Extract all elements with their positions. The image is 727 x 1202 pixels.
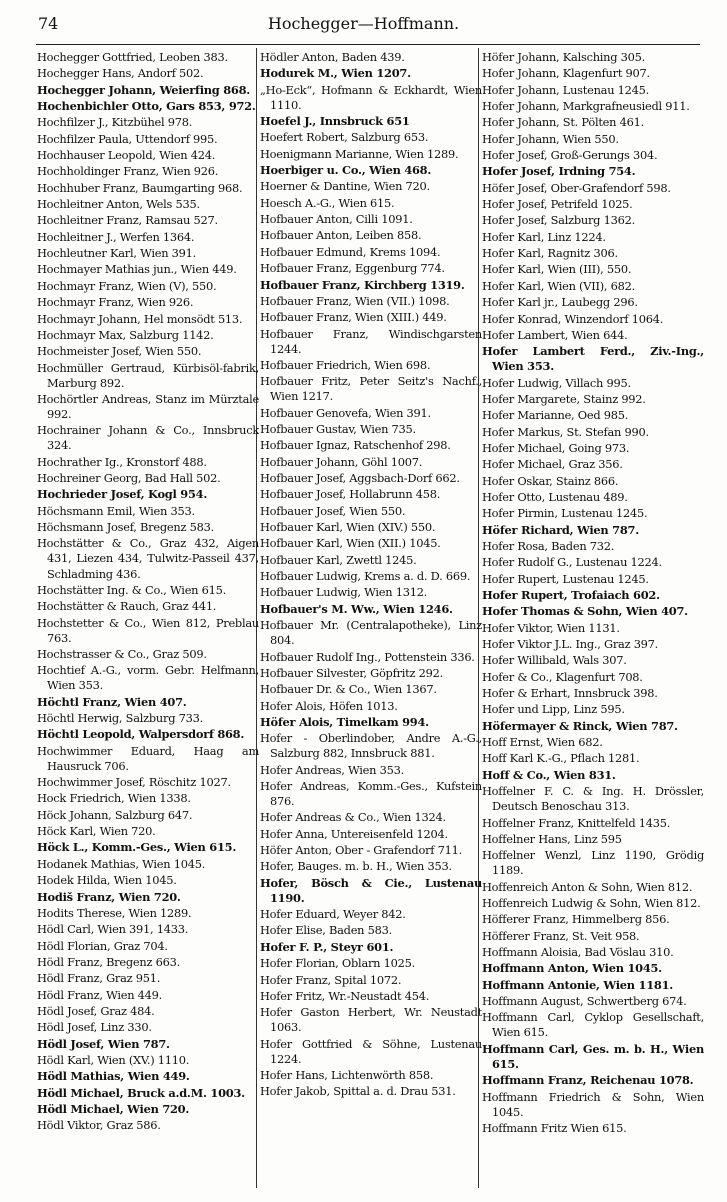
directory-entry: Hofer Viktor J.L. Ing., Graz 397. bbox=[482, 637, 659, 652]
directory-entry: Hochleutner Karl, Wien 391. bbox=[37, 246, 197, 261]
directory-entry: Hofbauer Johann, Göhl 1007. bbox=[260, 454, 423, 469]
directory-entry: Hochreiner Georg, Bad Hall 502. bbox=[37, 471, 221, 486]
directory-entry: Hofer Andreas, Wien 353. bbox=[260, 762, 404, 777]
directory-entry: Hofer Johann, Markgrafneusiedl 911. bbox=[482, 99, 690, 114]
directory-entry: Hoff & Co., Wien 831. bbox=[482, 767, 616, 782]
directory-entry: Hoff Ernst, Wien 682. bbox=[482, 735, 603, 750]
directory-entry: Hofbauer Anton, Leiben 858. bbox=[260, 228, 422, 243]
directory-entry: Hochmayr Johann, Hel monsödt 513. bbox=[37, 311, 243, 326]
directory-entry: Hodanek Mathias, Wien 1045. bbox=[37, 856, 206, 871]
directory-entry: Hofer Karl, Ragnitz 306. bbox=[482, 246, 618, 261]
directory-entry: Hoefel J., Innsbruck 651 bbox=[260, 114, 410, 129]
directory-entry: Hochtief A.-G., vorm. Gebr. Helfmann, Wien 353. bbox=[37, 663, 259, 693]
directory-entry: Hofer Fritz, Wr.-Neustadt 454. bbox=[260, 988, 430, 1003]
directory-entry: Hochörtler Andreas, Stanz im Mürztale 992. bbox=[37, 391, 259, 421]
directory-entry: Höfer Josef, Ober-Grafendorf 598. bbox=[482, 180, 671, 195]
directory-entry: Höfferer Franz, Himmelberg 856. bbox=[482, 912, 670, 927]
directory-entry: Hofbauer Franz, Windischgarsten 1244. bbox=[260, 326, 482, 356]
directory-entry: Höchsmann Josef, Bregenz 583. bbox=[37, 520, 214, 535]
directory-entry: Höchtl Leopold, Walpersdorf 868. bbox=[37, 727, 245, 742]
directory-entry: Hofbauer Karl, Zwettl 1245. bbox=[260, 552, 417, 567]
directory-entry: Hofbauer Ludwig, Wien 1312. bbox=[260, 585, 428, 600]
directory-entry: Hofer und Lipp, Linz 595. bbox=[482, 702, 625, 717]
directory-entry: Hödl Franz, Wien 449. bbox=[37, 987, 163, 1002]
directory-entry: Hochmüller Gertraud, Kürbisöl-fabrik, Marburg 892. bbox=[37, 360, 259, 390]
directory-entry: Hödl Florian, Graz 704. bbox=[37, 938, 168, 953]
directory-entry: Hofer Karl jr., Laubegg 296. bbox=[482, 295, 638, 310]
directory-entry: Hofer Ludwig, Villach 995. bbox=[482, 375, 631, 390]
directory-entry: Hoffmann Fritz Wien 615. bbox=[482, 1120, 627, 1135]
directory-entry: Hoefert Robert, Salzburg 653. bbox=[260, 130, 429, 145]
directory-entry: Hoffenreich Anton & Sohn, Wien 812. bbox=[482, 879, 693, 894]
directory-entry: Hoffmann Friedrich & Sohn, Wien 1045. bbox=[482, 1089, 704, 1119]
directory-entry: Hochstätter Ing. & Co., Wien 615. bbox=[37, 582, 227, 597]
directory-entry: Hödl Franz, Bregenz 663. bbox=[37, 954, 180, 969]
directory-entry: Hodits Therese, Wien 1289. bbox=[37, 905, 192, 920]
directory-entry: Hofbauer Edmund, Krems 1094. bbox=[260, 244, 441, 259]
directory-entry: Hofbauer Rudolf Ing., Pottenstein 336. bbox=[260, 649, 475, 664]
directory-entry: Hofer Rosa, Baden 732. bbox=[482, 539, 615, 554]
directory-entry: Hochmayr Max, Salzburg 1142. bbox=[37, 327, 214, 342]
directory-entry: Höchsmann Emil, Wien 353. bbox=[37, 503, 195, 518]
running-title: Hochegger—Hoffmann. bbox=[267, 14, 460, 33]
directory-entry: Hofer Viktor, Wien 1131. bbox=[482, 620, 620, 635]
directory-entry: Hofer Markus, St. Stefan 990. bbox=[482, 424, 649, 439]
directory-entry: Hödl Josef, Wien 787. bbox=[37, 1036, 170, 1051]
directory-entry: Hofer Anna, Untereisenfeld 1204. bbox=[260, 826, 448, 841]
directory-entry: Hofer Rupert, Lustenau 1245. bbox=[482, 571, 649, 586]
directory-entry: Hödl Josef, Linz 330. bbox=[37, 1020, 152, 1035]
directory-entry: Höfferer Franz, St. Veit 958. bbox=[482, 928, 640, 943]
directory-entry: Hofbauer Karl, Wien (XIV.) 550. bbox=[260, 520, 436, 535]
directory-entry: Hochmayr Franz, Wien (V), 550. bbox=[37, 278, 217, 293]
directory-entry: Hofer Rudolf G., Lustenau 1224. bbox=[482, 555, 662, 570]
directory-entry: Hochleitner Franz, Ramsau 527. bbox=[37, 213, 218, 228]
directory-entry: Höck L., Komm.-Ges., Wien 615. bbox=[37, 840, 237, 855]
directory-entry: Hödl Viktor, Graz 586. bbox=[37, 1118, 161, 1133]
directory-entry: Hochleitner Anton, Wels 535. bbox=[37, 197, 200, 212]
directory-entry: Hofer Lambert Ferd., Ziv.-Ing., Wien 353. bbox=[482, 344, 704, 374]
directory-entry: Hoerner & Dantine, Wien 720. bbox=[260, 179, 430, 194]
directory-entry: Hofbauer Franz, Eggenburg 774. bbox=[260, 261, 445, 276]
directory-entry: Hofer & Co., Klagenfurt 708. bbox=[482, 669, 643, 684]
directory-entry: Hoenigmann Marianne, Wien 1289. bbox=[260, 146, 459, 161]
directory-entry: Hofbauer Fritz, Peter Seitz's Nachf., Wien 1217. bbox=[260, 374, 482, 404]
directory-entry: Hofer Johann, Wien 550. bbox=[482, 131, 619, 146]
directory-entry: Hofbauer's M. Ww., Wien 1246. bbox=[260, 601, 453, 616]
directory-entry: Höchtl Franz, Wien 407. bbox=[37, 694, 187, 709]
directory-entry: Höfer Johann, Kalsching 305. bbox=[482, 50, 646, 64]
directory-entry: Hofer Gottfried & Söhne, Lustenau 1224. bbox=[260, 1036, 482, 1066]
directory-entry: Hofer Jakob, Spittal a. d. Drau 531. bbox=[260, 1084, 456, 1099]
directory-entry: Hofer Josef, Groß-Gerungs 304. bbox=[482, 148, 658, 163]
header-rule bbox=[36, 44, 700, 45]
directory-entry: Hofer Florian, Oblarn 1025. bbox=[260, 956, 415, 971]
directory-entry: Hochegger Gottfried, Leoben 383. bbox=[37, 50, 228, 64]
directory-entry: Hoffmann Carl, Cyklop Gesellschaft, Wien 615. bbox=[482, 1010, 704, 1040]
directory-entry: Hoffelner F. C. & Ing. H. Drössler, Deutsch Benoschau 313. bbox=[482, 784, 704, 814]
directory-entry: Hoffelner Wenzl, Linz 1190, Grödig 1189. bbox=[482, 848, 704, 878]
directory-entry: Hofbauer Gustav, Wien 735. bbox=[260, 422, 416, 437]
directory-entry: Hofer Elise, Baden 583. bbox=[260, 923, 393, 938]
directory-entry: Hochstätter & Co., Graz 432, Aigen 431, Liezen 434, Tulwitz-Passeil 437, Schladming 436. bbox=[37, 536, 259, 581]
directory-entry: Höfer Alois, Timelkam 994. bbox=[260, 714, 429, 729]
directory-entry: Hödl Karl, Wien (XV.) 1110. bbox=[37, 1052, 190, 1067]
directory-entry: Hochwimmer Josef, Röschitz 1027. bbox=[37, 775, 231, 790]
directory-entry: Hofer Michael, Going 973. bbox=[482, 440, 630, 455]
directory-entry: Hofbauer Dr. & Co., Wien 1367. bbox=[260, 682, 437, 697]
directory-entry: Hochmayer Mathias jun., Wien 449. bbox=[37, 262, 237, 277]
directory-entry: Hoffmann August, Schwertberg 674. bbox=[482, 994, 687, 1009]
directory-entry: Hochmeister Josef, Wien 550. bbox=[37, 344, 202, 359]
directory-entry: Hofbauer Friedrich, Wien 698. bbox=[260, 357, 431, 372]
directory-entry: Hofbauer Genovefa, Wien 391. bbox=[260, 405, 431, 420]
directory-entry: Hofer - Oberlindober, Andre A.-G., Salzburg 882, Innsbruck 881. bbox=[260, 731, 482, 761]
directory-entry: Höfer Anton, Ober - Grafendorf 711. bbox=[260, 843, 462, 858]
column-left bbox=[37, 50, 259, 1190]
directory-entry: Hofer Oskar, Stainz 866. bbox=[482, 473, 619, 488]
directory-entry: Hoff Karl K.-G., Pflach 1281. bbox=[482, 751, 640, 766]
directory-entry: Höck Johann, Salzburg 647. bbox=[37, 807, 193, 822]
directory-entry: Hodiš Franz, Wien 720. bbox=[37, 889, 181, 904]
directory-entry: Höfer Richard, Wien 787. bbox=[482, 522, 639, 537]
directory-entry: Hoesch A.-G., Wien 615. bbox=[260, 195, 395, 210]
directory-entry: Hofer Josef, Salzburg 1362. bbox=[482, 213, 635, 228]
directory-entry: Höchtl Herwig, Salzburg 733. bbox=[37, 711, 203, 726]
directory-entry: Hochhauser Leopold, Wien 424. bbox=[37, 148, 216, 163]
directory-entry: Hofer Hans, Lichtenwörth 858. bbox=[260, 1067, 434, 1082]
directory-entry: Hofer Josef, Petrifeld 1025. bbox=[482, 197, 633, 212]
directory-entry: Hochmayr Franz, Wien 926. bbox=[37, 295, 194, 310]
directory-entry: Hofbauer Josef, Hollabrunn 458. bbox=[260, 487, 441, 502]
directory-entry: Hochrieder Josef, Kogl 954. bbox=[37, 487, 208, 502]
directory-entry: Hofer, Bösch & Cie., Lustenau 1190. bbox=[260, 875, 482, 905]
directory-entry: Hofer Michael, Graz 356. bbox=[482, 457, 623, 472]
directory-entry: Hofer Otto, Lustenau 489. bbox=[482, 489, 628, 504]
directory-entry: Hofbauer Ludwig, Krems a. d. D. 669. bbox=[260, 569, 471, 584]
directory-entry: Hochleitner J., Werfen 1364. bbox=[37, 229, 195, 244]
directory-entry: Hödl Mathias, Wien 449. bbox=[37, 1069, 190, 1084]
directory-entry: Hofer Gaston Herbert, Wr. Neustadt 1063. bbox=[260, 1005, 482, 1035]
directory-entry: Hofer Willibald, Wals 307. bbox=[482, 653, 627, 668]
directory-entry: Hofbauer Karl, Wien (XII.) 1045. bbox=[260, 536, 441, 551]
directory-entry: Hoffmann Antonie, Wien 1181. bbox=[482, 977, 673, 992]
directory-entry: Hock Friedrich, Wien 1338. bbox=[37, 791, 191, 806]
directory-entry: Hofer Margarete, Stainz 992. bbox=[482, 391, 646, 406]
directory-entry: Hochfilzer J., Kitzbühel 978. bbox=[37, 115, 193, 130]
directory-entry: Höck Karl, Wien 720. bbox=[37, 824, 156, 839]
directory-entry: Hoffelner Hans, Linz 595 bbox=[482, 831, 622, 846]
directory-entry: Hochenbichler Otto, Gars 853, 972. bbox=[37, 99, 256, 114]
directory-entry: Hofbauer Anton, Cilli 1091. bbox=[260, 212, 413, 227]
directory-entry: Hofbauer Mr. (Centralapotheke), Linz 804. bbox=[260, 618, 482, 648]
directory-entry: Hofer Rupert, Trofaiach 602. bbox=[482, 588, 660, 603]
directory-entry: Hofer Thomas & Sohn, Wien 407. bbox=[482, 604, 688, 619]
directory-entry: Hofbauer Franz, Wien (VII.) 1098. bbox=[260, 293, 450, 308]
directory-entry: Hoffenreich Ludwig & Sohn, Wien 812. bbox=[482, 895, 701, 910]
directory-entry: Hofer Johann, Klagenfurt 907. bbox=[482, 66, 650, 81]
directory-entry: Hochfilzer Paula, Uttendorf 995. bbox=[37, 131, 218, 146]
directory-entry: Hofer Eduard, Weyer 842. bbox=[260, 907, 406, 922]
directory-entry: Hofer Karl, Wien (III), 550. bbox=[482, 262, 632, 277]
directory-entry: Hoffmann Aloisia, Bad Vöslau 310. bbox=[482, 945, 674, 960]
directory-entry: „Ho-Eck“, Hofmann & Eckhardt, Wien 1110. bbox=[260, 82, 482, 112]
directory-entry: Hofer Karl, Wien (VII), 682. bbox=[482, 278, 636, 293]
directory-entry: Hochwimmer Eduard, Haag am Hausruck 706. bbox=[37, 743, 259, 773]
directory-entry: Hochrather Ig., Kronstorf 488. bbox=[37, 454, 207, 469]
column-middle bbox=[260, 50, 482, 1190]
directory-entry: Hochholdinger Franz, Wien 926. bbox=[37, 164, 219, 179]
directory-entry: Hochstrasser & Co., Graz 509. bbox=[37, 646, 207, 661]
directory-entry: Hoffmann Anton, Wien 1045. bbox=[482, 961, 662, 976]
directory-entry: Hödl Carl, Wien 391, 1433. bbox=[37, 922, 189, 937]
column-right bbox=[482, 50, 704, 1190]
directory-entry: Hoffmann Carl, Ges. m. b. H., Wien 615. bbox=[482, 1041, 704, 1071]
directory-entry: Hofer Andreas & Co., Wien 1324. bbox=[260, 810, 446, 825]
directory-entry: Hoerbiger u. Co., Wien 468. bbox=[260, 163, 432, 178]
directory-entry: Hochhuber Franz, Baumgarting 968. bbox=[37, 180, 243, 195]
directory-entry: Hofer & Erhart, Innsbruck 398. bbox=[482, 686, 658, 701]
directory-entry: Hödl Franz, Graz 951. bbox=[37, 971, 161, 986]
directory-entry: Hodurek M., Wien 1207. bbox=[260, 66, 411, 81]
directory-entry: Hofer Konrad, Winzendorf 1064. bbox=[482, 311, 664, 326]
directory-entry: Hofbauer Josef, Aggsbach-Dorf 662. bbox=[260, 471, 460, 486]
directory-entry: Hofbauer Josef, Wien 550. bbox=[260, 503, 406, 518]
directory-entry: Hofer, Bauges. m. b. H., Wien 353. bbox=[260, 859, 452, 874]
directory-entry: Hochstätter & Rauch, Graz 441. bbox=[37, 599, 217, 614]
directory-entry: Hofer Franz, Spital 1072. bbox=[260, 972, 402, 987]
directory-entry: Hochegger Johann, Weierfing 868. bbox=[37, 82, 250, 97]
directory-entry: Hofer Alois, Höfen 1013. bbox=[260, 698, 398, 713]
directory-entry: Hofer Marianne, Oed 985. bbox=[482, 408, 629, 423]
directory-entry: Hofbauer Franz, Wien (XIII.) 449. bbox=[260, 310, 447, 325]
directory-entry: Hofer Josef, Irdning 754. bbox=[482, 164, 636, 179]
directory-entry: Hofer Pirmin, Lustenau 1245. bbox=[482, 506, 648, 521]
directory-entry: Hofer Andreas, Komm.-Ges., Kufstein 876. bbox=[260, 778, 482, 809]
directory-entry: Hofer Johann, Lustenau 1245. bbox=[482, 82, 650, 97]
directory-entry: Hofbauer Silvester, Göpfritz 292. bbox=[260, 665, 443, 680]
directory-entry: Hofer F. P., Steyr 601. bbox=[260, 939, 394, 954]
directory-entry: Hödl Josef, Graz 484. bbox=[37, 1003, 155, 1018]
page-number: 74 bbox=[38, 14, 59, 33]
directory-entry: Hofer Johann, St. Pölten 461. bbox=[482, 115, 644, 130]
directory-entry: Hofbauer Ignaz, Ratschenhof 298. bbox=[260, 438, 451, 453]
directory-entry: Hochstetter & Co., Wien 812, Preblau 763. bbox=[37, 615, 259, 645]
directory-entry: Hödl Michael, Bruck a.d.M. 1003. bbox=[37, 1085, 245, 1100]
directory-entry: Hodek Hilda, Wien 1045. bbox=[37, 873, 177, 888]
directory-entry: Hochegger Hans, Andorf 502. bbox=[37, 66, 204, 81]
directory-entry: Höfermayer & Rinck, Wien 787. bbox=[482, 718, 678, 733]
directory-entry: Hofer Karl, Linz 1224. bbox=[482, 229, 606, 244]
directory-entry: Hochrainer Johann & Co., Innsbruck 324. bbox=[37, 423, 259, 453]
directory-entry: Hödler Anton, Baden 439. bbox=[260, 50, 405, 64]
directory-entry: Hofbauer Franz, Kirchberg 1319. bbox=[260, 277, 465, 292]
directory-entry: Hödl Michael, Wien 720. bbox=[37, 1101, 190, 1116]
directory-entry: Hofer Lambert, Wien 644. bbox=[482, 327, 628, 342]
directory-entry: Hoffmann Franz, Reichenau 1078. bbox=[482, 1073, 694, 1088]
directory-entry: Hoffelner Franz, Knittelfeld 1435. bbox=[482, 815, 671, 830]
